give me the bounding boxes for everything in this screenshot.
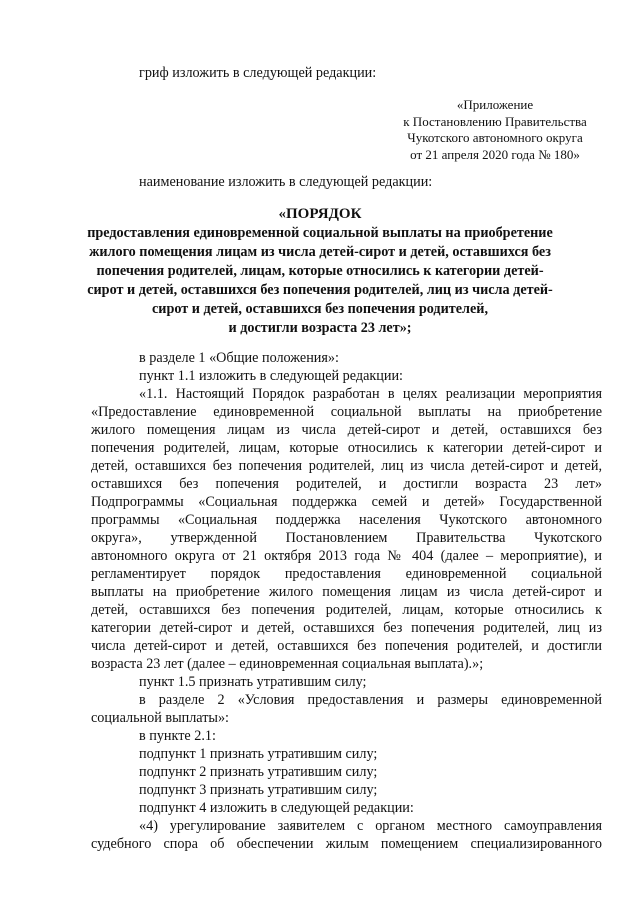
paragraph-line: жилого помещения лицам из числа детей-сирот и детей, оставшихся без (91, 422, 602, 438)
paragraph-line: судебного спора об обеспечении жилым помещением специализированного (91, 836, 602, 852)
paragraph-line: автономного округа от 21 октября 2013 года № 404 (далее – мероприятие), и (91, 548, 602, 564)
paragraph-line: попечения родителей, лицам, которые относились к категории детей-сирот и (91, 440, 602, 456)
griff-intro: гриф изложить в следующей редакции: (139, 65, 377, 81)
paragraph-line: выплаты на приобретение жилого помещения лицам из числа детей-сирот и (91, 584, 602, 600)
section1-intro: в разделе 1 «Общие положения»: (139, 350, 339, 366)
title-line: попечения родителей, лицам, которые относились к категории детей- (96, 263, 544, 279)
subpoint-2: подпункт 2 признать утратившим силу; (139, 764, 378, 780)
name-intro: наименование изложить в следующей редакции: (139, 174, 433, 190)
title-heading: «ПОРЯДОК (278, 206, 362, 222)
paragraph-line: программы «Социальная поддержка населения Чукотского автономного (91, 512, 602, 528)
subpoint-1: подпункт 1 признать утратившим силу; (139, 746, 378, 762)
paragraph-line: социальной выплаты»: (91, 710, 229, 726)
paragraph-line: детей, оставшихся без попечения родителей, лиц из числа детей-сирот и детей, (91, 458, 602, 474)
appendix-line: от 21 апреля 2020 года № 180» (410, 146, 580, 162)
paragraph-line: оставшихся без попечения родителей, и достигли возраста 23 лет» (91, 476, 602, 492)
title-line: жилого помещения лицам из числа детей-сирот и детей, оставшихся без (89, 244, 551, 260)
paragraph-line: в разделе 2 «Условия предоставления и размеры единовременной (139, 692, 602, 708)
paragraph-line: округа», утвержденной Постановлением Правительства Чукотского (91, 530, 602, 546)
paragraph-line: числа детей-сирот и детей, оставшихся без попечения родителей, и достигли (91, 638, 602, 654)
paragraph-line: детей, оставшихся без попечения родителей, лицам, которые относились к (91, 602, 602, 618)
subpoint-3: подпункт 3 признать утратившим силу; (139, 782, 378, 798)
title-line: и достигли возраста 23 лет»; (228, 320, 412, 336)
appendix-line: к Постановлению Правительства (403, 113, 587, 129)
p11-intro: пункт 1.1 изложить в следующей редакции: (139, 368, 403, 384)
p15-line: пункт 1.5 признать утратившим силу; (139, 674, 367, 690)
title-line: сирот и детей, оставшихся без попечения родителей, лиц из числа детей- (87, 282, 553, 298)
paragraph-line: категории детей-сирот и детей, оставшихся без попечения родителей, лиц из (91, 620, 602, 636)
paragraph-line: Подпрограммы «Социальная поддержка семей и детей» Государственной (91, 494, 602, 510)
paragraph-line: «1.1. Настоящий Порядок разработан в целях реализации мероприятия (139, 386, 602, 402)
paragraph-line: возраста 23 лет (далее – единовременная социальная выплата).»; (91, 656, 484, 672)
title-line: сирот и детей, оставшихся без попечения родителей, (151, 301, 489, 317)
appendix-line: Чукотского автономного округа (407, 130, 583, 145)
appendix-line: «Приложение (456, 97, 534, 112)
title-line: предоставления единовременной социальной выплаты на приобретение (87, 225, 553, 241)
paragraph-line: «Предоставление единовременной социальной выплаты на приобретение (91, 404, 602, 420)
paragraph-line: регламентирует порядок предоставления единовременной социальной (91, 566, 602, 582)
p21-intro: в пункте 2.1: (139, 728, 216, 744)
paragraph-line: «4) урегулирование заявителем с органом местного самоуправления (139, 818, 602, 834)
subpoint-4: подпункт 4 изложить в следующей редакции: (139, 800, 414, 816)
